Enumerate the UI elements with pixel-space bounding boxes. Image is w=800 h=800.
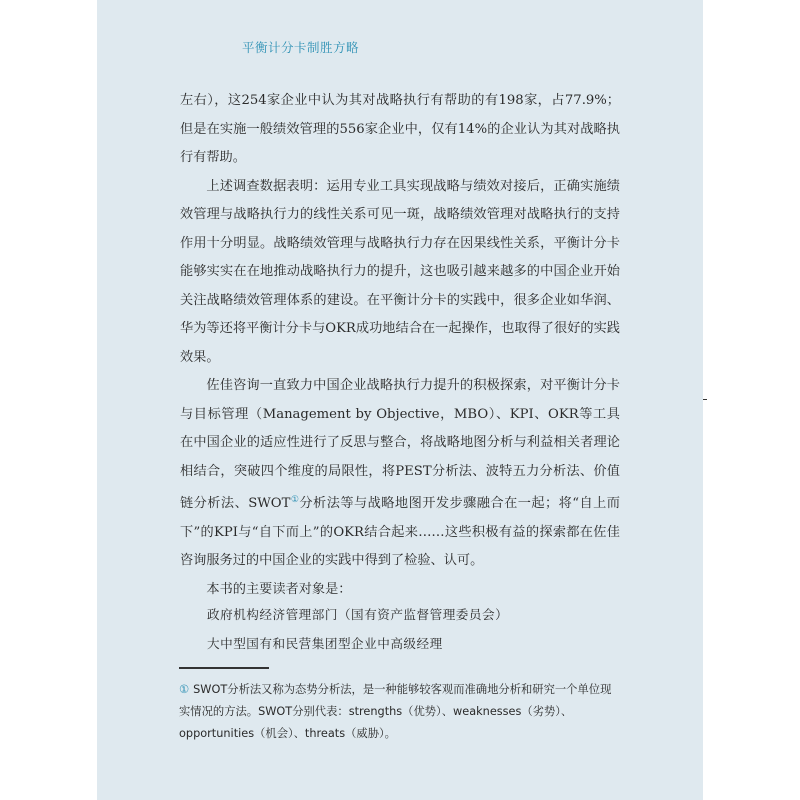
footnote [179,679,619,745]
page-edge-mark [703,399,707,400]
footnote-marker: ① [179,683,190,696]
paragraph-3-part-2: 分析法等与战略地图开发步骤融合在一起；将“自上而下”的KPI与“自下而上”的OKR结合起来……这些积极有益的探索都在佐佳咨询服务过的中国企业的实践中得到了检验、认可。 [180,496,620,568]
running-head-title: 平衡计分卡制胜方略 [242,40,360,55]
footnote-reference[interactable]: ① [290,495,300,505]
paragraph-3-part-1: 佐佳咨询一直致力中国企业战略执行力提升的积极探索，对平衡计分卡与目标管理（Management by Objective，MBO）、KPI、OKR等工具在中国企业的适应性进行了反思与整合，将战略地图分析与利益相关者理论相结合，突破四个维度的局限性，将PEST分析法、波特五力分析法、价值链分析法、SWOT [180,378,620,511]
paragraph-1: 左右），这254家企业中认为其对战略执行有帮助的有198家，占77.9%；但是在实施一般绩效管理的556家企业中，仅有14%的企业认为其对战略执行有帮助。 [180,93,620,165]
footnote-text: SWOT分析法又称为态势分析法，是一种能够较客观而准确地分析和研究一个单位现实情况的方法。SWOT分别代表：strengths（优势）、weaknesses（劣势）、opportunities（机会）、threats（威胁）。 [179,683,612,740]
list-item: 政府机构经济管理部门（国有资产监督管理委员会） [207,607,509,622]
audience-list [207,600,508,658]
list-item: 大中型国有和民营集团型企业中高级经理 [207,636,443,651]
book-page [97,0,703,800]
body-text [180,87,620,604]
footnote-divider [179,667,269,669]
paragraph-2: 上述调查数据表明：运用专业工具实现战略与绩效对接后，正确实施绩效管理与战略执行力的线性关系可见一斑，战略绩效管理对战略执行的支持作用十分明显。战略绩效管理与战略执行力存在因果线性关系，平衡计分卡能够实实在在地推动战略执行力的提升，这也吸引越来越多的中国企业开始关注战略绩效管理体系的建设。在平衡计分卡的实践中，很多企业如华润、华为等还将平衡计分卡与OKR成功地结合在一起操作，也取得了很好的实践效果。 [180,178,620,365]
paragraph-3 [180,372,620,576]
paragraph-4: 本书的主要读者对象是： [206,581,352,597]
